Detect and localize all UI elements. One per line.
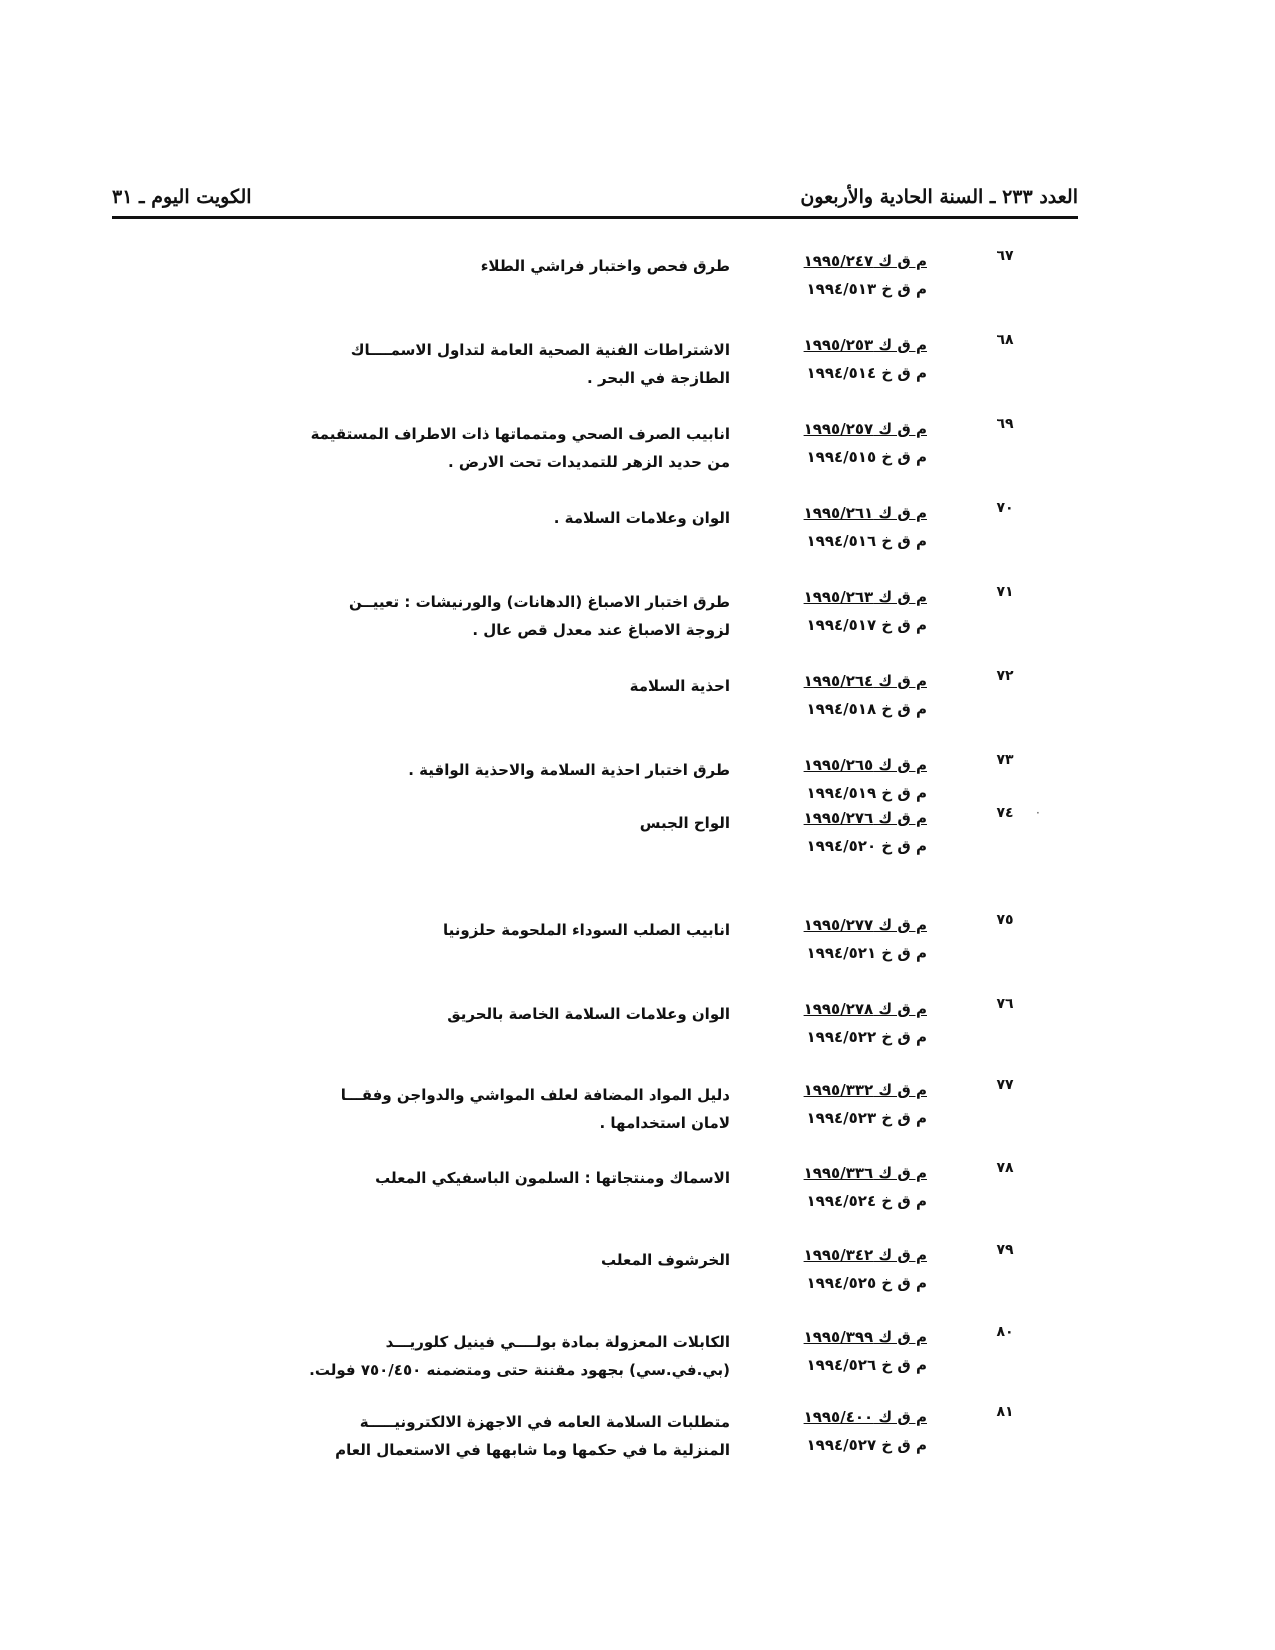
gulf-standard-code: م ق خ ١٩٩٤/٥٢٥ — [806, 1274, 927, 1292]
kuwait-standard-code: م ق ك ١٩٩٥/٢٦٤ — [803, 672, 927, 690]
standard-title — [190, 756, 730, 784]
kuwait-standard-code: م ق ك ١٩٩٥/٢٥٧ — [803, 420, 927, 438]
gulf-standard-code: م ق خ ١٩٩٤/٥١٩ — [806, 784, 927, 802]
entry-number: ٧١ — [996, 584, 1014, 600]
kuwait-standard-code: م ق ك ١٩٩٥/٣٩٩ — [803, 1328, 927, 1346]
title-line-1: احذية السلامة — [629, 677, 730, 695]
entry-number: ٦٧ — [996, 248, 1014, 264]
gulf-standard-code: م ق خ ١٩٩٤/٥١٣ — [806, 280, 927, 298]
gulf-standard-code: م ق خ ١٩٩٤/٥٢٠ — [806, 837, 927, 855]
entry-number: ٦٩ — [996, 416, 1014, 432]
title-line-2: المنزلية ما في حكمها وما شابهها في الاستعمال العام — [335, 1441, 730, 1459]
page-header — [112, 186, 1078, 219]
entry-number: ٧٣ — [996, 752, 1014, 768]
title-line-1: الاسماك ومنتجاتها : السلمون الباسفيكي المعلب — [375, 1169, 730, 1187]
kuwait-standard-code: م ق ك ١٩٩٥/٣٤٢ — [803, 1246, 927, 1264]
title-line-2: لامان استخدامها . — [599, 1114, 730, 1132]
list-item — [0, 584, 1275, 644]
title-line-2: الطازجة في البحر . — [587, 369, 730, 387]
standard-title — [190, 916, 730, 944]
kuwait-standard-code: م ق ك ١٩٩٥/٢٧٦ — [803, 809, 927, 827]
entry-number: ٦٨ — [996, 332, 1014, 348]
kuwait-standard-code: م ق ك ١٩٩٥/٢٤٧ — [803, 252, 927, 270]
list-item — [0, 805, 1275, 865]
standard-title — [190, 672, 730, 700]
title-line-1: طرق اختبار احذية السلامة والاحذية الواقية . — [408, 761, 730, 779]
gulf-standard-code: م ق خ ١٩٩٤/٥١٥ — [806, 448, 927, 466]
title-line-1: طرق فحص واختبار فراشي الطلاء — [480, 257, 730, 275]
list-item — [0, 1404, 1275, 1464]
standard-title — [190, 336, 730, 392]
gulf-standard-code: م ق خ ١٩٩٤/٥٢٤ — [806, 1192, 927, 1210]
standard-title — [190, 504, 730, 532]
standard-title — [190, 1081, 730, 1137]
title-line-1: دليل المواد المضافة لعلف المواشي والدواجن وفقـــا — [340, 1086, 730, 1104]
standard-title — [190, 1000, 730, 1028]
entry-number: ٧٢ — [996, 668, 1014, 684]
list-item — [0, 912, 1275, 972]
title-line-1: الخرشوف المعلب — [600, 1251, 730, 1269]
gulf-standard-code: م ق خ ١٩٩٤/٥١٨ — [806, 700, 927, 718]
standard-title — [190, 252, 730, 280]
gulf-standard-code: م ق خ ١٩٩٤/٥١٦ — [806, 532, 927, 550]
entry-number: ٧٨ — [996, 1160, 1014, 1176]
scan-mark: · — [1036, 806, 1040, 820]
entry-number: ٧٩ — [996, 1242, 1014, 1258]
gulf-standard-code: م ق خ ١٩٩٤/٥٢٢ — [806, 1028, 927, 1046]
title-line-1: انابيب الصلب السوداء الملحومة حلزونيا — [443, 921, 730, 939]
title-line-2: لزوجة الاصباغ عند معدل قص عال . — [472, 621, 730, 639]
gulf-standard-code: م ق خ ١٩٩٤/٥٢١ — [806, 944, 927, 962]
gulf-standard-code: م ق خ ١٩٩٤/٥١٤ — [806, 364, 927, 382]
list-item — [0, 668, 1275, 728]
list-item — [0, 752, 1275, 812]
kuwait-standard-code: م ق ك ١٩٩٥/٣٣٢ — [803, 1081, 927, 1099]
list-item — [0, 248, 1275, 308]
list-item — [0, 332, 1275, 392]
entry-number: ٨٠ — [996, 1324, 1014, 1340]
standard-title — [190, 420, 730, 476]
title-line-1: الكابلات المعزولة بمادة بولــــي فينيل كلوريـــد — [385, 1333, 730, 1351]
entry-number: ٧٧ — [996, 1077, 1014, 1093]
title-line-1: الواح الجبس — [639, 814, 730, 832]
gulf-standard-code: م ق خ ١٩٩٤/٥٢٦ — [806, 1356, 927, 1374]
kuwait-standard-code: م ق ك ١٩٩٥/٢٦٥ — [803, 756, 927, 774]
standard-title — [190, 1408, 730, 1464]
list-item — [0, 1160, 1275, 1220]
title-line-1: الاشتراطات الفنية الصحية العامة لتداول الاسمــــاك — [350, 341, 730, 359]
kuwait-standard-code: م ق ك ١٩٩٥/٢٦١ — [803, 504, 927, 522]
entry-number: ٧٥ — [996, 912, 1014, 928]
standard-title — [190, 1328, 730, 1384]
list-item — [0, 416, 1275, 476]
entry-number: ٨١ — [996, 1404, 1014, 1420]
list-item — [0, 500, 1275, 560]
gulf-standard-code: م ق خ ١٩٩٤/٥٢٧ — [806, 1436, 927, 1454]
standard-title — [190, 588, 730, 644]
kuwait-standard-code: م ق ك ١٩٩٥/٢٧٧ — [803, 916, 927, 934]
entry-number: ٧٠ — [996, 500, 1014, 516]
title-line-2: (بي.في.سي) بجهود مقننة حتى ومتضمنه ٧٥٠/٤٥٠ فولت. — [309, 1361, 730, 1379]
title-line-2: من حديد الزهر للتمديدات تحت الارض . — [448, 453, 730, 471]
gulf-standard-code: م ق خ ١٩٩٤/٥١٧ — [806, 616, 927, 634]
list-item — [0, 1242, 1275, 1302]
kuwait-standard-code: م ق ك ١٩٩٥/٢٥٣ — [803, 336, 927, 354]
issue-info: العدد ٢٣٣ ـ السنة الحادية والأربعون — [800, 186, 1078, 208]
standard-title — [190, 1246, 730, 1274]
list-item — [0, 1324, 1275, 1384]
list-item — [0, 1077, 1275, 1137]
entry-number: ٧٤ — [996, 805, 1014, 821]
title-line-1: انابيب الصرف الصحي ومتمماتها ذات الاطراف المستقيمة — [310, 425, 730, 443]
title-line-1: الوان وعلامات السلامة الخاصة بالحريق — [447, 1005, 730, 1023]
gulf-standard-code: م ق خ ١٩٩٤/٥٢٣ — [806, 1109, 927, 1127]
standard-title — [190, 809, 730, 837]
kuwait-standard-code: م ق ك ١٩٩٥/٢٧٨ — [803, 1000, 927, 1018]
list-item — [0, 996, 1275, 1056]
title-line-1: متطلبات السلامة العامه في الاجهزة الالكترونيـــــة — [359, 1413, 730, 1431]
kuwait-standard-code: م ق ك ١٩٩٥/٣٣٦ — [803, 1164, 927, 1182]
kuwait-standard-code: م ق ك ١٩٩٥/٢٦٣ — [803, 588, 927, 606]
entry-number: ٧٦ — [996, 996, 1014, 1012]
publication-page: الكويت اليوم ـ ٣١ — [112, 186, 252, 208]
title-line-1: طرق اختبار الاصباغ (الدهانات) والورنيشات : تعييــن — [349, 593, 730, 611]
standard-title — [190, 1164, 730, 1192]
title-line-1: الوان وعلامات السلامة . — [553, 509, 730, 527]
kuwait-standard-code: م ق ك ١٩٩٥/٤٠٠ — [803, 1408, 927, 1426]
